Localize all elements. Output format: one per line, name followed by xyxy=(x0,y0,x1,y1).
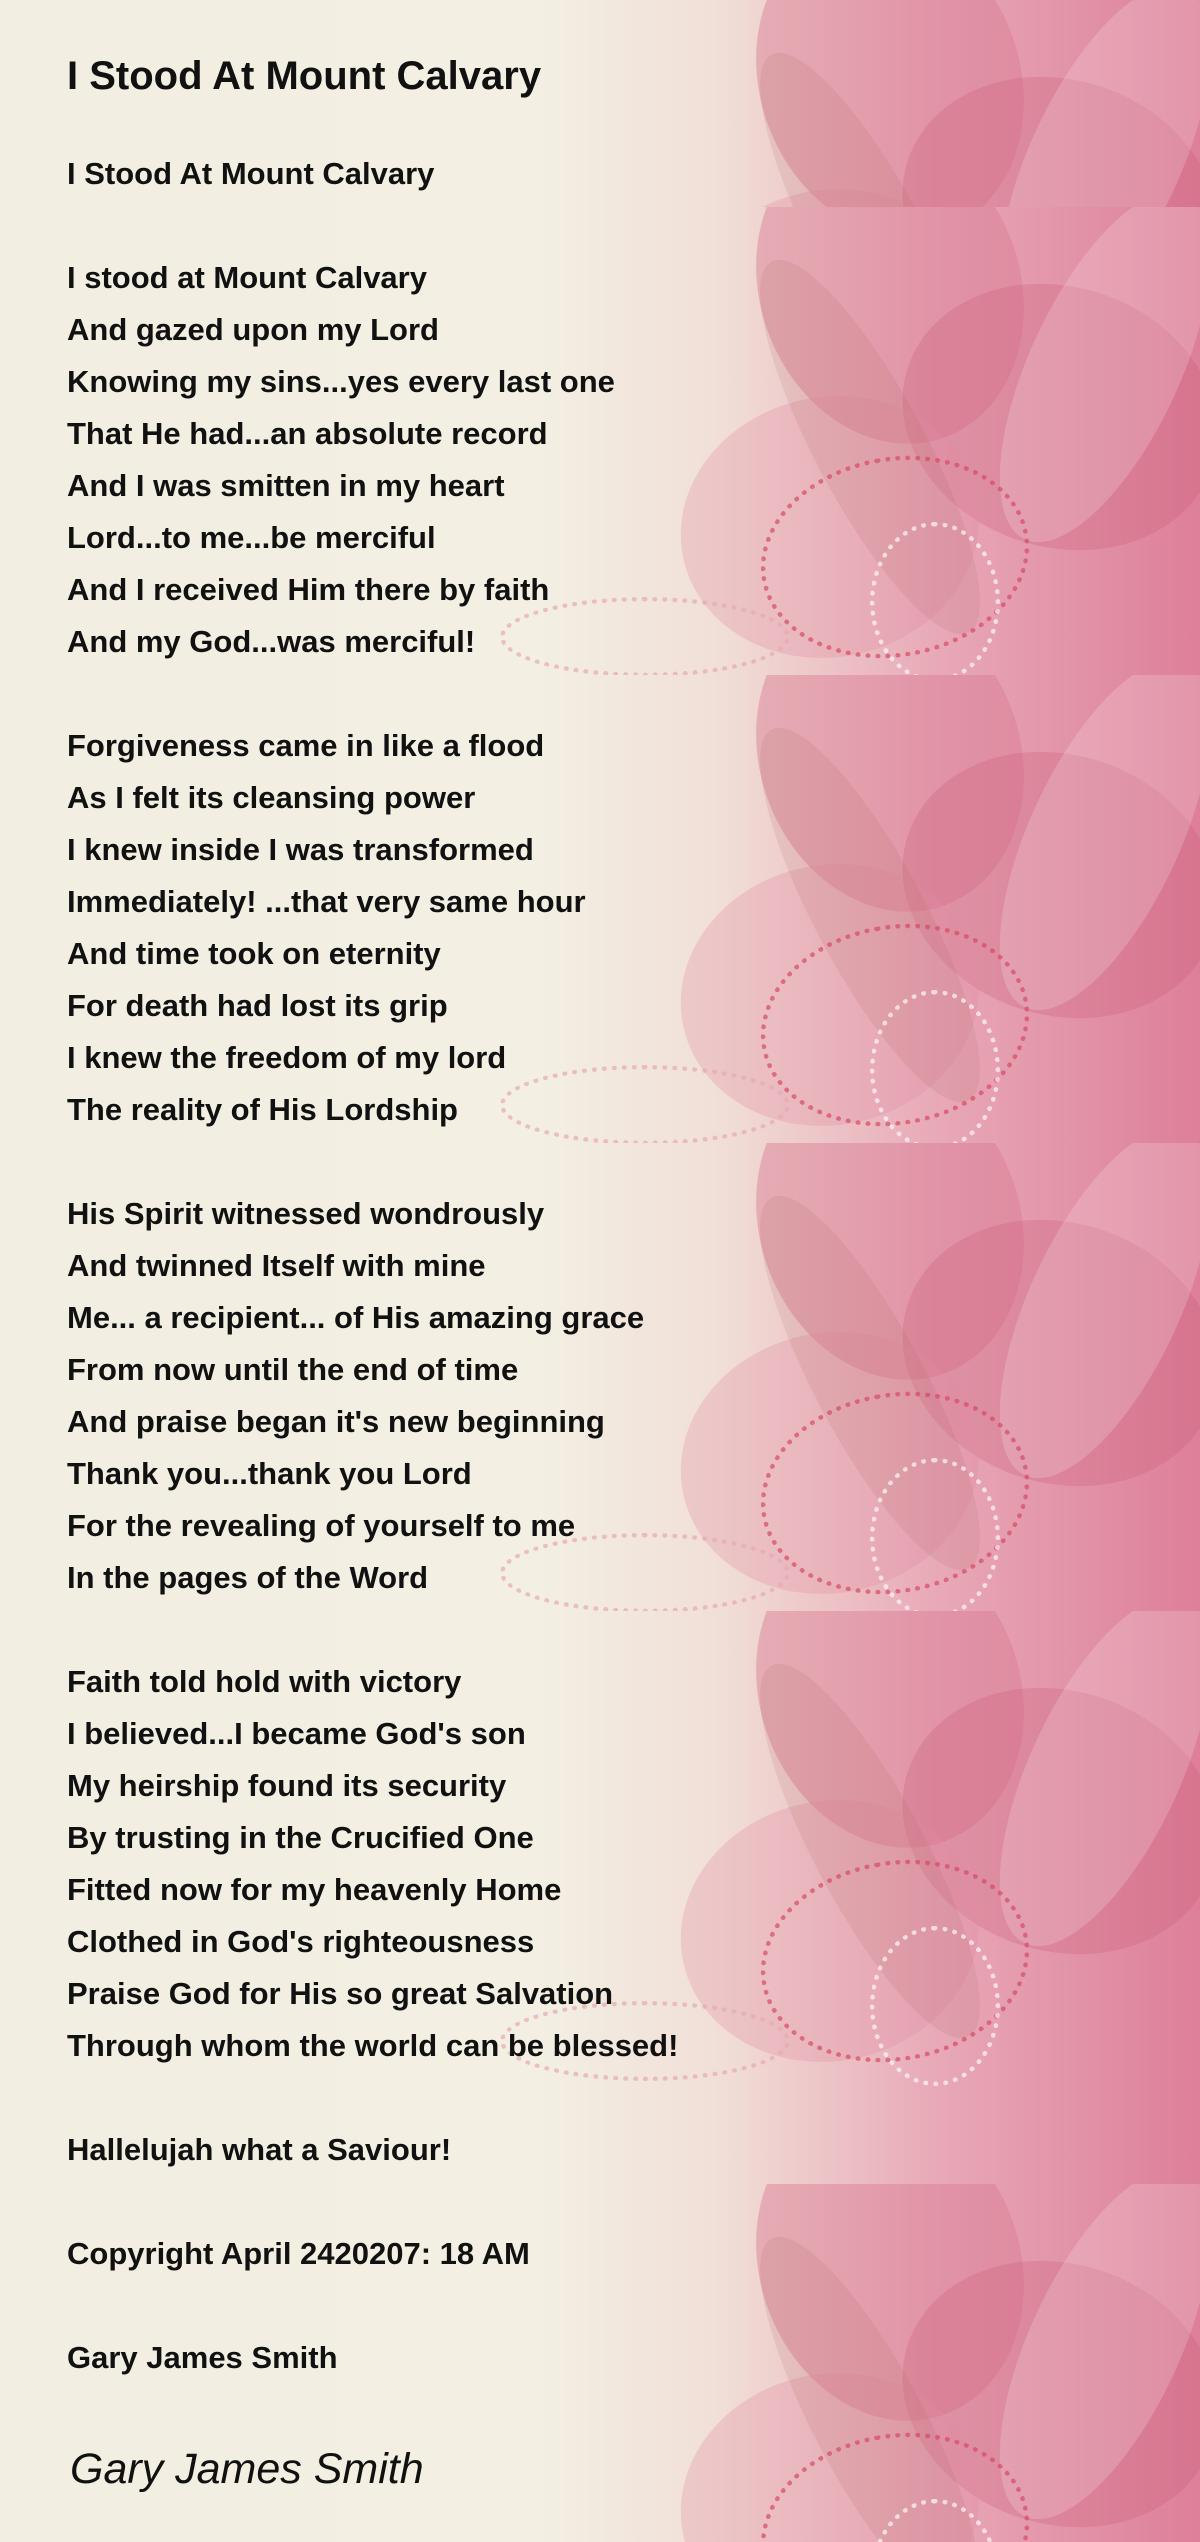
poem-line: Immediately! ...that very same hour xyxy=(67,884,586,919)
poem-line: And I was smitten in my heart xyxy=(67,468,505,503)
poem-line: And I received Him there by faith xyxy=(67,572,550,607)
poem-line: I knew the freedom of my lord xyxy=(67,1040,507,1075)
poem-line: The reality of His Lordship xyxy=(67,1092,458,1127)
poem-line: For death had lost its grip xyxy=(67,988,448,1023)
poem-line: For the revealing of yourself to me xyxy=(67,1508,576,1543)
poem-line: His Spirit witnessed wondrously xyxy=(67,1196,545,1231)
poem-line: Clothed in God's righteousness xyxy=(67,1924,535,1959)
poem-line: Me... a recipient... of His amazing grace xyxy=(67,1300,645,1335)
signature: Gary James Smith xyxy=(70,2445,424,2493)
poem-line: Through whom the world can be blessed! xyxy=(67,2028,679,2063)
poem-line: And twinned Itself with mine xyxy=(67,1248,486,1283)
poem-line: And gazed upon my Lord xyxy=(67,312,439,347)
poem-line: Hallelujah what a Saviour! xyxy=(67,2132,452,2167)
poem-line: Faith told hold with victory xyxy=(67,1664,462,1699)
poem-line: I stood at Mount Calvary xyxy=(67,260,427,295)
poem-line: Lord...to me...be merciful xyxy=(67,520,436,555)
poem-line: I knew inside I was transformed xyxy=(67,832,534,867)
poem-line: Thank you...thank you Lord xyxy=(67,1456,472,1491)
poem-line: And praise began it's new beginning xyxy=(67,1404,605,1439)
poem-line: From now until the end of time xyxy=(67,1352,519,1387)
poem-line: I believed...I became God's son xyxy=(67,1716,526,1751)
poem-line: That He had...an absolute record xyxy=(67,416,548,451)
poem-line: Praise God for His so great Salvation xyxy=(67,1976,614,2011)
poem-line: And my God...was merciful! xyxy=(67,624,476,659)
page-title: I Stood At Mount Calvary xyxy=(67,54,542,98)
author-name: Gary James Smith xyxy=(67,2340,338,2375)
poem-line: Fitted now for my heavenly Home xyxy=(67,1872,562,1907)
poem-line: As I felt its cleansing power xyxy=(67,780,476,815)
copyright-text: Copyright April 2420207: 18 AM xyxy=(67,2236,530,2271)
poem-line: And time took on eternity xyxy=(67,936,441,971)
poem-heading: I Stood At Mount Calvary xyxy=(67,156,435,191)
poem-line: My heirship found its security xyxy=(67,1768,507,1803)
poem-line: Forgiveness came in like a flood xyxy=(67,728,545,763)
poem-line: In the pages of the Word xyxy=(67,1560,429,1595)
poem-line: By trusting in the Crucified One xyxy=(67,1820,534,1855)
poem-line: Knowing my sins...yes every last one xyxy=(67,364,615,399)
